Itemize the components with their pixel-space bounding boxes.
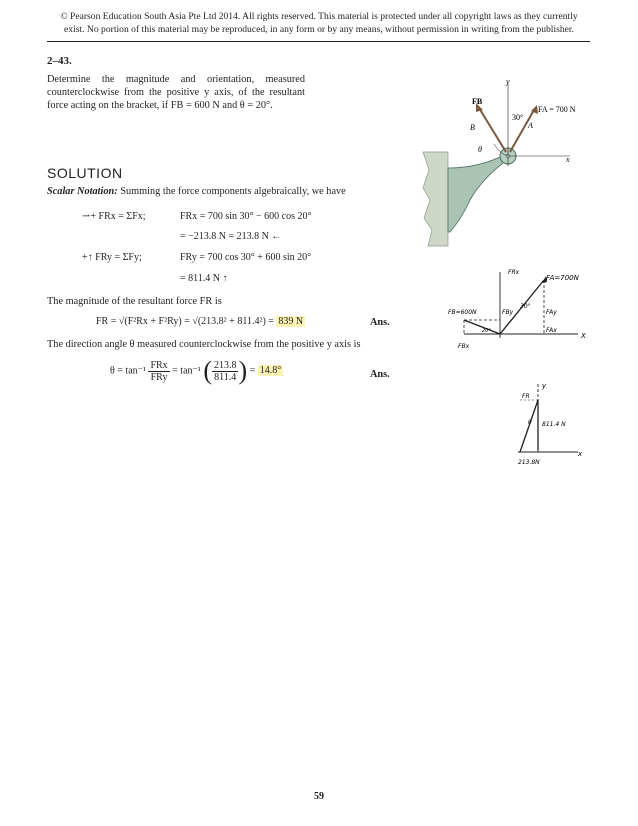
sketch1-fax-label: FRx — [508, 269, 520, 276]
direction-equation: θ = tan⁻¹ $\frac{\text{FRx}}{\text{FRy}}$ = tan⁻¹ ( $\frac{213.8}{811.4}$ ) = 14.8° — [110, 356, 282, 385]
sketch1-20-label: 20° — [482, 328, 491, 334]
ans-label-2: Ans. — [370, 369, 390, 380]
page-number: 59 — [314, 791, 324, 802]
components-sketch — [448, 268, 598, 358]
dir-value-fraction — [212, 360, 239, 383]
problem-question: Determine the magnitude and orientation, measured counterclockwise from the positive y axis, of the resultant force acting on the bracket, if FB = 600 N and θ = 20°. — [47, 74, 305, 111]
solution-intro — [47, 186, 346, 197]
copyright-notice — [40, 11, 598, 36]
eq3-left: +↑ FRy = ΣFy; — [82, 252, 142, 263]
intro-bold: Scalar Notation: — [47, 186, 118, 197]
right-paren: ) — [238, 356, 248, 385]
dir-val-num: 213.8 — [213, 359, 237, 371]
fig-b-label: B — [470, 123, 475, 132]
bracket-arm — [448, 154, 512, 232]
dir-eq-mid: = tan⁻¹ — [172, 365, 201, 377]
magnitude-answer: 839 N — [278, 316, 304, 327]
eq2: = −213.8 N = 213.8 N ← — [180, 231, 282, 242]
fig-a-label: A — [528, 121, 533, 130]
fig-x-label: x — [566, 155, 570, 164]
sketch1-fax2-label: FAx — [546, 327, 557, 334]
sketch2-fr-vector — [520, 400, 538, 452]
sketch1-fb-label: FB=600N — [448, 309, 477, 316]
dir-eq-left: θ = tan⁻¹ — [110, 365, 146, 377]
eq3-right: FRy = 700 cos 30° + 600 sin 20° — [180, 252, 312, 263]
top-rule — [47, 41, 590, 42]
sketch2-theta-label: θ — [528, 419, 532, 426]
solution-title: SOLUTION — [47, 165, 123, 181]
direction-text: The direction angle θ measured counterclockwise from the positive y axis is — [47, 339, 361, 350]
fig-theta-label: θ — [478, 145, 482, 154]
sketch2-fy-label: 811.4 N — [542, 421, 566, 428]
wall-shape — [423, 152, 448, 246]
sketch1-fa-label: FA=700N — [546, 274, 579, 282]
ans-label-1: Ans. — [370, 317, 390, 328]
sketch1-x-label: X — [581, 332, 586, 340]
sketch1-fby-label: FBy — [502, 309, 514, 316]
sketch1-fbx-label: FBx — [458, 343, 470, 350]
sketch2-x-label: x — [578, 450, 583, 458]
intro-rest: Summing the force components algebraically, we have — [117, 186, 346, 197]
sketch2-fx-label: 213.8N — [518, 459, 540, 466]
fig-y-label: y — [506, 77, 510, 86]
eq1-left: ⇀+ FRx = ΣFx; — [82, 211, 146, 222]
sketch2-y-label: y — [542, 382, 547, 390]
dir-fraction — [148, 360, 169, 383]
dir-val-den: 811.4 — [214, 371, 237, 383]
magnitude-equation — [96, 316, 305, 327]
problem-number: 2–43. — [47, 55, 72, 67]
resultant-sketch — [508, 380, 598, 470]
copyright-line-2: exist. No portion of this material may be reproduced, in any form or by any means, without permission in writing from the publisher. — [64, 23, 574, 35]
fb-arrow — [479, 108, 506, 152]
magnitude-text: The magnitude of the resultant force FR is — [47, 296, 222, 307]
dir-frac-den: FRy — [150, 371, 168, 383]
bracket-figure — [420, 70, 600, 250]
copyright-line-1: © Pearson Education South Asia Pte Ltd 2014. All rights reserved. This material is protected under all copyright laws as they currently — [60, 11, 578, 22]
fig-fb-label: FB — [472, 97, 483, 106]
fig-angle-label: 30° — [512, 113, 524, 122]
mag-eq-left: FR = √(F²Rx + F²Ry) = √(213.8² + 811.4²) = — [96, 316, 274, 327]
sketch1-30-label: 30° — [520, 303, 531, 310]
sketch2-fr-label: FR — [522, 393, 530, 400]
left-paren: ( — [203, 356, 212, 385]
dir-frac-num: FRx — [150, 359, 168, 371]
fig-fa-label: FA = 700 N — [538, 105, 576, 114]
direction-answer: 14.8° — [259, 365, 282, 377]
eq4: = 811.4 N ↑ — [180, 273, 228, 284]
sketch1-fay-label: FAy — [546, 309, 557, 316]
eq1-right: FRx = 700 sin 30° − 600 cos 20° — [180, 211, 312, 222]
